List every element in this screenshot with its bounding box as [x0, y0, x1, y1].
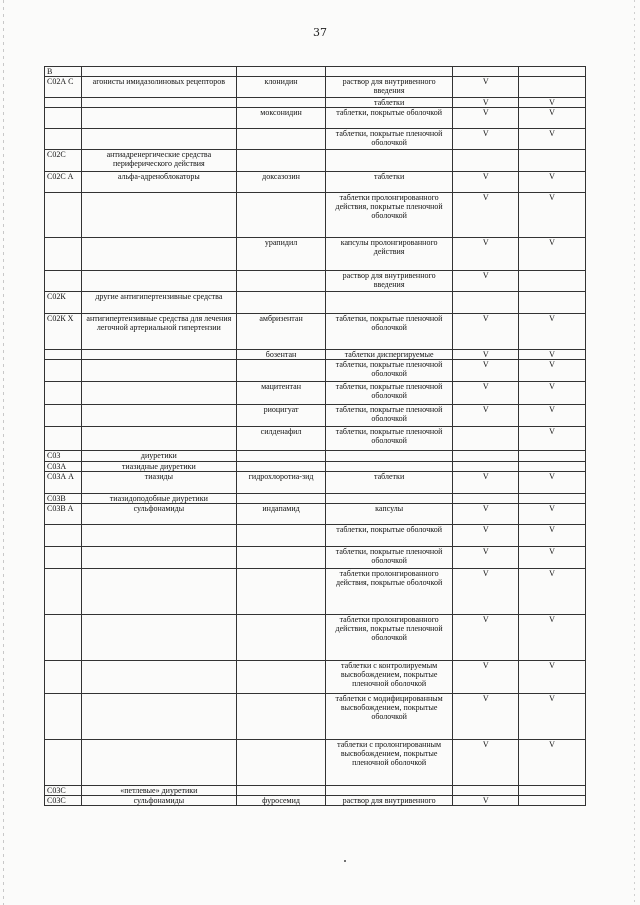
- atc-code-cell: [45, 193, 82, 238]
- mark-col1-cell: V: [453, 525, 519, 547]
- mark-col1-cell: V: [453, 108, 519, 129]
- drug-name-cell: [237, 786, 326, 796]
- group-name-cell: [81, 238, 237, 271]
- scan-edge-left: [3, 0, 4, 905]
- mark-col1-cell: V: [453, 172, 519, 193]
- drug-name-cell: [237, 694, 326, 740]
- atc-code-cell: С02С: [45, 150, 82, 172]
- atc-code-cell: С03: [45, 451, 82, 462]
- page-number: 37: [313, 26, 327, 39]
- mark-col2-cell: [519, 292, 586, 314]
- atc-code-cell: С03А: [45, 462, 82, 472]
- mark-col1-cell: V: [453, 547, 519, 569]
- drug-name-cell: индапамид: [237, 504, 326, 525]
- mark-col2-cell: V: [519, 694, 586, 740]
- drug-name-cell: [237, 462, 326, 472]
- group-name-cell: другие антигипертензивные средства: [81, 292, 237, 314]
- drug-name-cell: урапидил: [237, 238, 326, 271]
- group-name-cell: [81, 193, 237, 238]
- group-name-cell: [81, 661, 237, 694]
- dosage-form-cell: [325, 451, 452, 462]
- mark-col1-cell: V: [453, 740, 519, 786]
- dosage-form-cell: таблетки, покрытые пленочной оболочкой: [325, 360, 452, 382]
- atc-code-cell: С02К: [45, 292, 82, 314]
- mark-col2-cell: [519, 786, 586, 796]
- mark-col2-cell: V: [519, 547, 586, 569]
- drug-name-cell: [237, 193, 326, 238]
- table-row: [45, 238, 586, 271]
- group-name-cell: антигипертензивные средства для лечения легочной артериальной гипертензии: [81, 314, 237, 350]
- group-name-cell: [81, 382, 237, 405]
- mark-col2-cell: V: [519, 382, 586, 405]
- atc-code-cell: [45, 271, 82, 292]
- group-name-cell: [81, 129, 237, 150]
- dosage-form-cell: [325, 494, 452, 504]
- mark-col1-cell: V: [453, 193, 519, 238]
- table-row: [45, 786, 586, 796]
- group-name-cell: «петлевые» диуретики: [81, 786, 237, 796]
- dosage-form-cell: раствор для внутривенного введения: [325, 77, 452, 98]
- mark-col2-cell: V: [519, 405, 586, 427]
- table-row: [45, 98, 586, 108]
- drug-name-cell: [237, 129, 326, 150]
- mark-col1-cell: [453, 494, 519, 504]
- table-row: [45, 108, 586, 129]
- mark-col2-cell: V: [519, 193, 586, 238]
- mark-col1-cell: V: [453, 129, 519, 150]
- mark-col1-cell: V: [453, 350, 519, 360]
- atc-code-cell: [45, 427, 82, 451]
- atc-code-cell: [45, 238, 82, 271]
- atc-code-cell: С02С А: [45, 172, 82, 193]
- dosage-form-cell: таблетки, покрытые пленочной оболочкой: [325, 314, 452, 350]
- dosage-form-cell: таблетки, покрытые пленочной оболочкой: [325, 382, 452, 405]
- group-name-cell: альфа-адреноблокаторы: [81, 172, 237, 193]
- drug-name-cell: [237, 615, 326, 661]
- drug-table: [44, 66, 586, 806]
- dosage-form-cell: таблетки диспергируемые: [325, 350, 452, 360]
- mark-col2-cell: V: [519, 98, 586, 108]
- table-row: [45, 350, 586, 360]
- dosage-form-cell: таблетки с пролонгированным высвобождением, покрытые пленочной оболочкой: [325, 740, 452, 786]
- table-row: [45, 427, 586, 451]
- table-row: [45, 314, 586, 350]
- dosage-form-cell: таблетки, покрытые пленочной оболочкой: [325, 405, 452, 427]
- group-name-cell: [81, 615, 237, 661]
- table-row: [45, 504, 586, 525]
- drug-name-cell: [237, 292, 326, 314]
- drug-name-cell: риоцигуат: [237, 405, 326, 427]
- group-name-cell: [81, 694, 237, 740]
- group-name-cell: [81, 108, 237, 129]
- drug-name-cell: [237, 271, 326, 292]
- dosage-form-cell: капсулы: [325, 504, 452, 525]
- group-name-cell: сульфонамиды: [81, 504, 237, 525]
- atc-code-cell: В: [45, 67, 82, 77]
- atc-code-cell: С03В: [45, 494, 82, 504]
- drug-name-cell: [237, 150, 326, 172]
- dosage-form-cell: таблетки: [325, 472, 452, 494]
- group-name-cell: сульфонамиды: [81, 796, 237, 806]
- drug-name-cell: фуросемид: [237, 796, 326, 806]
- group-name-cell: тиазидные диуретики: [81, 462, 237, 472]
- atc-code-cell: [45, 108, 82, 129]
- atc-code-cell: [45, 405, 82, 427]
- mark-col1-cell: V: [453, 77, 519, 98]
- mark-col2-cell: [519, 462, 586, 472]
- mark-col1-cell: V: [453, 238, 519, 271]
- dosage-form-cell: таблетки, покрытые оболочкой: [325, 108, 452, 129]
- table-row: [45, 615, 586, 661]
- atc-code-cell: [45, 525, 82, 547]
- table-row: [45, 360, 586, 382]
- mark-col2-cell: [519, 271, 586, 292]
- mark-col1-cell: [453, 451, 519, 462]
- mark-col1-cell: V: [453, 382, 519, 405]
- mark-col2-cell: V: [519, 615, 586, 661]
- mark-col2-cell: [519, 494, 586, 504]
- group-name-cell: [81, 360, 237, 382]
- drug-name-cell: [237, 98, 326, 108]
- drug-name-cell: [237, 360, 326, 382]
- table-row: [45, 382, 586, 405]
- dosage-form-cell: таблетки, покрытые оболочкой: [325, 525, 452, 547]
- mark-col2-cell: V: [519, 740, 586, 786]
- mark-col2-cell: V: [519, 129, 586, 150]
- atc-code-cell: [45, 360, 82, 382]
- group-name-cell: тиазиды: [81, 472, 237, 494]
- mark-col1-cell: V: [453, 98, 519, 108]
- dosage-form-cell: таблетки с модифицированным высвобождением, покрытые оболочкой: [325, 694, 452, 740]
- mark-col2-cell: [519, 451, 586, 462]
- table-row: [45, 547, 586, 569]
- mark-col2-cell: V: [519, 350, 586, 360]
- group-name-cell: [81, 67, 237, 77]
- table-row: [45, 694, 586, 740]
- table-row: [45, 661, 586, 694]
- atc-code-cell: [45, 382, 82, 405]
- mark-col2-cell: [519, 150, 586, 172]
- atc-code-cell: [45, 547, 82, 569]
- dosage-form-cell: [325, 67, 452, 77]
- atc-code-cell: [45, 694, 82, 740]
- atc-code-cell: С02А С: [45, 77, 82, 98]
- group-name-cell: агонисты имидазолиновых рецепторов: [81, 77, 237, 98]
- group-name-cell: антиадренергические средства периферического действия: [81, 150, 237, 172]
- dosage-form-cell: раствор для внутривенного: [325, 796, 452, 806]
- drug-name-cell: мацитентан: [237, 382, 326, 405]
- atc-code-cell: [45, 129, 82, 150]
- mark-col2-cell: V: [519, 172, 586, 193]
- table-row: [45, 129, 586, 150]
- atc-code-cell: [45, 740, 82, 786]
- mark-col2-cell: V: [519, 108, 586, 129]
- atc-code-cell: [45, 661, 82, 694]
- table-row: [45, 740, 586, 786]
- drug-name-cell: [237, 451, 326, 462]
- dosage-form-cell: таблетки, покрытые пленочной оболочкой: [325, 129, 452, 150]
- table-row: [45, 67, 586, 77]
- mark-col2-cell: V: [519, 238, 586, 271]
- mark-col1-cell: V: [453, 314, 519, 350]
- atc-code-cell: С03С: [45, 786, 82, 796]
- drug-name-cell: [237, 525, 326, 547]
- mark-col2-cell: V: [519, 314, 586, 350]
- atc-code-cell: С03С: [45, 796, 82, 806]
- drug-name-cell: силденафил: [237, 427, 326, 451]
- dosage-form-cell: [325, 292, 452, 314]
- mark-col1-cell: [453, 427, 519, 451]
- table-row: [45, 193, 586, 238]
- mark-col2-cell: V: [519, 360, 586, 382]
- dosage-form-cell: таблетки пролонгированного действия, покрытые пленочной оболочкой: [325, 193, 452, 238]
- mark-col1-cell: [453, 292, 519, 314]
- drug-name-cell: доксазозин: [237, 172, 326, 193]
- group-name-cell: [81, 427, 237, 451]
- mark-col2-cell: [519, 67, 586, 77]
- mark-col1-cell: V: [453, 615, 519, 661]
- group-name-cell: [81, 740, 237, 786]
- dosage-form-cell: таблетки: [325, 98, 452, 108]
- scan-edge-right: [634, 0, 635, 905]
- table-row: [45, 150, 586, 172]
- table-row: [45, 569, 586, 615]
- drug-name-cell: амбризентан: [237, 314, 326, 350]
- table-row: [45, 796, 586, 806]
- atc-code-cell: С03В А: [45, 504, 82, 525]
- group-name-cell: [81, 271, 237, 292]
- group-name-cell: [81, 569, 237, 615]
- drug-name-cell: [237, 661, 326, 694]
- mark-col2-cell: V: [519, 525, 586, 547]
- table-row: [45, 525, 586, 547]
- table-row: [45, 472, 586, 494]
- mark-col2-cell: V: [519, 504, 586, 525]
- mark-col2-cell: V: [519, 427, 586, 451]
- table-row: [45, 494, 586, 504]
- mark-col1-cell: V: [453, 569, 519, 615]
- dosage-form-cell: таблетки, покрытые пленочной оболочкой: [325, 427, 452, 451]
- dosage-form-cell: таблетки пролонгированного действия, покрытые пленочной оболочкой: [325, 615, 452, 661]
- atc-code-cell: С03А А: [45, 472, 82, 494]
- mark-col1-cell: V: [453, 694, 519, 740]
- mark-col1-cell: [453, 150, 519, 172]
- mark-col2-cell: V: [519, 472, 586, 494]
- group-name-cell: тиазидоподобные диуретики: [81, 494, 237, 504]
- drug-name-cell: клонидин: [237, 77, 326, 98]
- mark-col2-cell: [519, 796, 586, 806]
- dosage-form-cell: раствор для внутривенного введения: [325, 271, 452, 292]
- atc-code-cell: [45, 569, 82, 615]
- table-row: [45, 77, 586, 98]
- mark-col2-cell: [519, 77, 586, 98]
- dosage-form-cell: таблетки, покрытые пленочной оболочкой: [325, 547, 452, 569]
- mark-col1-cell: V: [453, 504, 519, 525]
- dosage-form-cell: [325, 462, 452, 472]
- mark-col1-cell: V: [453, 661, 519, 694]
- group-name-cell: [81, 525, 237, 547]
- mark-col1-cell: [453, 786, 519, 796]
- dosage-form-cell: таблетки пролонгированного действия, покрытые оболочкой: [325, 569, 452, 615]
- dosage-form-cell: таблетки: [325, 172, 452, 193]
- table-row: [45, 462, 586, 472]
- dosage-form-cell: таблетки с контролируемым высвобождением, покрытые пленочной оболочкой: [325, 661, 452, 694]
- atc-code-cell: [45, 350, 82, 360]
- table-row: [45, 271, 586, 292]
- group-name-cell: [81, 98, 237, 108]
- mark-col1-cell: V: [453, 360, 519, 382]
- dosage-form-cell: [325, 786, 452, 796]
- atc-code-cell: С02К Х: [45, 314, 82, 350]
- mark-col1-cell: V: [453, 472, 519, 494]
- mark-col1-cell: V: [453, 796, 519, 806]
- table-row: [45, 292, 586, 314]
- drug-name-cell: гидрохлоротиа-зид: [237, 472, 326, 494]
- table-row: [45, 172, 586, 193]
- drug-name-cell: бозентан: [237, 350, 326, 360]
- atc-code-cell: [45, 98, 82, 108]
- drug-name-cell: [237, 740, 326, 786]
- group-name-cell: [81, 547, 237, 569]
- mark-col1-cell: [453, 67, 519, 77]
- mark-col1-cell: V: [453, 405, 519, 427]
- drug-name-cell: [237, 494, 326, 504]
- drug-table-body: [45, 67, 586, 806]
- mark-col1-cell: V: [453, 271, 519, 292]
- group-name-cell: [81, 350, 237, 360]
- group-name-cell: диуретики: [81, 451, 237, 462]
- table-row: [45, 405, 586, 427]
- scan-dot: [344, 860, 346, 862]
- drug-name-cell: [237, 547, 326, 569]
- dosage-form-cell: капсулы пролонгированного действия: [325, 238, 452, 271]
- dosage-form-cell: [325, 150, 452, 172]
- drug-name-cell: моксонидин: [237, 108, 326, 129]
- table-row: [45, 451, 586, 462]
- drug-name-cell: [237, 67, 326, 77]
- drug-name-cell: [237, 569, 326, 615]
- mark-col2-cell: V: [519, 569, 586, 615]
- mark-col1-cell: [453, 462, 519, 472]
- group-name-cell: [81, 405, 237, 427]
- mark-col2-cell: V: [519, 661, 586, 694]
- atc-code-cell: [45, 615, 82, 661]
